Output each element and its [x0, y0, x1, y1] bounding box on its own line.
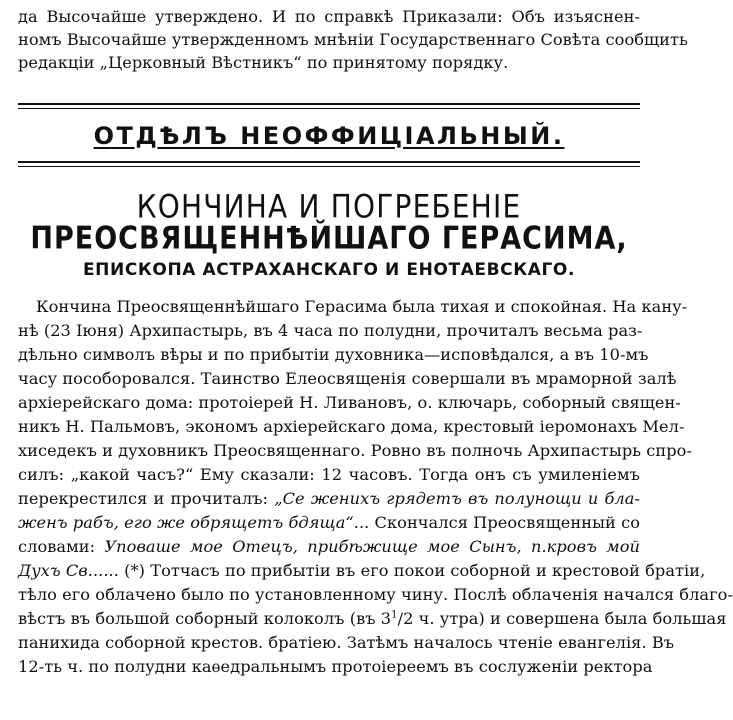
article-line: Кончина Преосвященнѣйшаго Герасима была тихая и спокойная. На кану-	[36, 297, 688, 316]
article-line: часу пособоровался. Таинство Елеосвященія совершали въ мраморной залѣ	[18, 369, 677, 388]
fraction-denominator: /2	[397, 609, 414, 628]
section-divider-top-thin	[18, 108, 640, 109]
section-heading: ОТДѢЛЪ НЕОФФИЦІАЛЬНЫЙ.	[93, 122, 565, 150]
article-line: хиседекъ и духовникъ Преосвященнаго. Ровно въ полночь Архипастырь спро-	[18, 441, 692, 460]
article-line	[18, 488, 640, 510]
article-line: дѣльно символъ вѣры и по прибытіи духовника—исповѣдался, а въ 10-мъ	[18, 345, 649, 364]
article-text: словами:	[18, 537, 105, 556]
section-divider-bottom	[18, 161, 640, 163]
article-subtitle: ЕПИСКОПА АСТРАХАНСКАГО И ЕНОТАЕВСКАГО.	[82, 260, 576, 280]
top-paragraph-line: да Высочайше утверждено. И по справкѣ Приказали: Объ изъяснен-	[18, 7, 640, 26]
article-text: ч. утра) и совершена была большая	[413, 609, 727, 628]
article-quote: женъ рабъ, его же обрящетъ бдяща“	[18, 513, 354, 532]
article-line	[18, 512, 640, 534]
article-quote: „Се женихъ грядетъ въ полунощи и бла-	[274, 489, 640, 508]
article-line: архіерейскаго дома: протоіерей Н. Ливановъ, о. ключарь, соборный священ-	[18, 393, 681, 412]
top-paragraph-line: номъ Высочайше утвержденномъ мнѣніи Государственнаго Совѣта сообщить	[18, 30, 688, 49]
article-line	[18, 560, 706, 582]
top-paragraph-line: редакціи „Церковный Вѣстникъ“ по принятому порядку.	[18, 53, 509, 72]
article-quote: Духъ Св......	[18, 561, 119, 580]
article-text: ... Скончался Преосвященный со	[353, 513, 640, 532]
article-text: перекрестился и прочиталъ:	[18, 489, 275, 508]
article-line	[18, 608, 727, 630]
article-line: 12-ть ч. по полудни каѳедральнымъ протоіереемъ въ сослуженіи ректора	[18, 657, 653, 676]
section-divider-top	[18, 103, 640, 105]
article-quote: Уповаше мое Отецъ, прибѣжище мое Сынъ, п.кровъ мой	[104, 537, 640, 556]
fraction-numerator: 1	[391, 609, 398, 621]
article-line	[18, 536, 640, 558]
article-line: панихида соборной крестов. братіею. Затѣмъ началось чтеніе евангелія. Въ	[18, 633, 675, 652]
article-title-name: ПРЕОСВЯЩЕННѢЙШАГО ГЕРАСИМА,	[30, 220, 628, 257]
article-line: силъ: „какой часъ?“ Ему сказали: 12 часовъ. Тогда онъ съ умиленіемъ	[18, 465, 640, 484]
article-text: (*) Тотчасъ по прибытіи въ его покои соборной и крестовой братіи,	[118, 561, 706, 580]
section-divider-bottom-thin	[18, 166, 640, 167]
article-text: вѣстъ въ большой соборный колоколъ (въ 3	[18, 609, 392, 628]
article-line: нѣ (23 Іюня) Архипастырь, въ 4 часа по полудни, прочиталъ весьма раз-	[18, 321, 643, 340]
article-title: КОНЧИНА И ПОГРЕБЕНІЕ	[136, 187, 522, 226]
article-line: тѣло его облачено было по установленному чину. Послѣ облаченія начался благо-	[18, 585, 733, 604]
article-line: никъ Н. Пальмовъ, экономъ архіерейскаго дома, крестовый іеромонахъ Мел-	[18, 417, 685, 436]
